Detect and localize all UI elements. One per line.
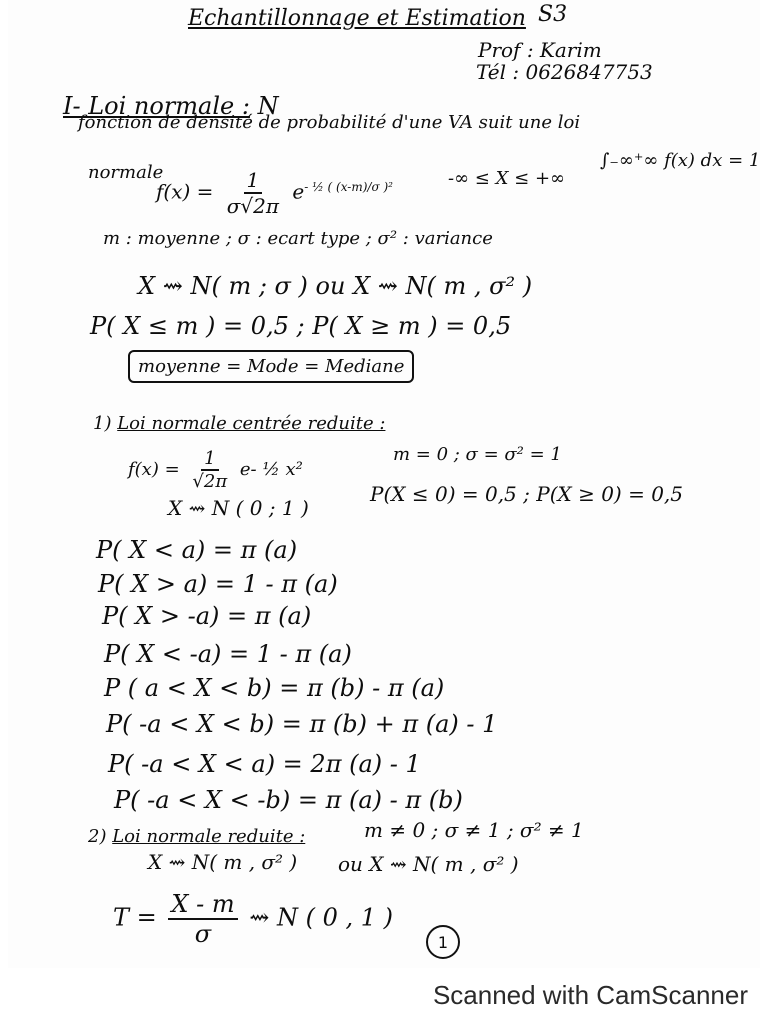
subsection2-num: 2) — [88, 826, 107, 847]
prob-equation: P( -a < X < -b) = π (a) - π (b) — [114, 786, 463, 814]
boxed-equality: moyenne = Mode = Mediane — [128, 350, 414, 383]
semester-label: S3 — [538, 2, 568, 27]
fx-fraction — [224, 168, 282, 218]
parameter-definitions: m : moyenne ; σ : ecart type ; σ² : variance — [103, 228, 493, 249]
reduced-law-alt: ou X ⇝ N( m , σ² ) — [338, 852, 519, 876]
page-number: 1 — [426, 925, 460, 959]
subsection1-title: Loi normale centrée reduite : — [117, 413, 386, 434]
density-range: -∞ ≤ X ≤ +∞ — [448, 168, 566, 189]
normal-law-notation: X ⇝ N( m ; σ ) ou X ⇝ N( m , σ² ) — [138, 272, 533, 300]
fx-exp: e — [292, 179, 305, 204]
standardization-formula — [113, 890, 393, 948]
subsection1-num: 1) — [93, 413, 112, 434]
t-lhs: T = — [113, 903, 157, 932]
density-intro: fonction de densité de probabilité d'une VA suit une loi — [78, 112, 581, 133]
t-den: σ — [194, 920, 212, 948]
fx-power: - ½ ( (x-m)/σ )² — [304, 179, 393, 194]
fx2-den: √2π — [192, 471, 228, 492]
median-probabilities: P( X ≤ m ) = 0,5 ; P( X ≥ m ) = 0,5 — [90, 312, 512, 340]
reduced-law-notation: X ⇝ N( m , σ² ) — [148, 850, 298, 874]
fx2-num: 1 — [201, 448, 218, 471]
prob-equation: P( -a < X < a) = 2π (a) - 1 — [108, 750, 421, 778]
reduced-conditions: m ≠ 0 ; σ ≠ 1 ; σ² ≠ 1 — [364, 818, 584, 842]
fx-num: 1 — [244, 168, 263, 194]
scanner-footer — [0, 968, 768, 1024]
section1-symbol: N — [257, 92, 279, 120]
standard-params: m = 0 ; σ = σ² = 1 — [393, 444, 562, 465]
prob-equation: P( -a < X < b) = π (b) + π (a) - 1 — [106, 710, 498, 738]
density-formula — [156, 168, 393, 218]
prob-equation: P( X > -a) = π (a) — [102, 602, 312, 630]
standard-law-notation: X ⇝ N ( 0 ; 1 ) — [168, 496, 309, 520]
prob-equation: P ( a < X < b) = π (b) - π (a) — [104, 674, 445, 702]
density-integral: ∫₋∞⁺∞ f(x) dx = 1 — [600, 150, 761, 171]
fx2-lhs: f(x) = — [128, 459, 180, 480]
t-rhs: ⇝ N ( 0 , 1 ) — [249, 903, 394, 932]
prob-equation: P( X < -a) = 1 - π (a) — [104, 640, 352, 668]
prob-equation: P( X < a) = π (a) — [96, 536, 298, 564]
scanned-page — [8, 0, 760, 968]
prof-name: Prof : Karim — [478, 38, 602, 62]
fx2-fraction — [189, 448, 230, 492]
standard-zero-probs: P(X ≤ 0) = 0,5 ; P(X ≥ 0) = 0,5 — [370, 482, 684, 506]
t-num: X - m — [168, 890, 237, 920]
fx-den: σ√2π — [226, 194, 280, 218]
page-title: Echantillonnage et Estimation — [188, 6, 526, 31]
prof-phone: Tél : 0626847753 — [476, 60, 653, 84]
standard-density-formula — [128, 448, 303, 492]
scanner-watermark: Scanned with CamScanner — [432, 980, 748, 1010]
fx-lhs: f(x) = — [156, 179, 214, 204]
prob-equation: P( X > a) = 1 - π (a) — [98, 570, 338, 598]
subsection2-heading — [88, 826, 305, 847]
density-intro-cont: normale — [88, 162, 164, 183]
subsection2-title: Loi normale reduite : — [112, 826, 306, 847]
fx2-rhs: e- ½ x² — [239, 459, 303, 480]
subsection1-heading — [93, 413, 385, 434]
t-fraction — [168, 890, 237, 948]
section1-title: I- Loi normale : — [63, 92, 250, 120]
